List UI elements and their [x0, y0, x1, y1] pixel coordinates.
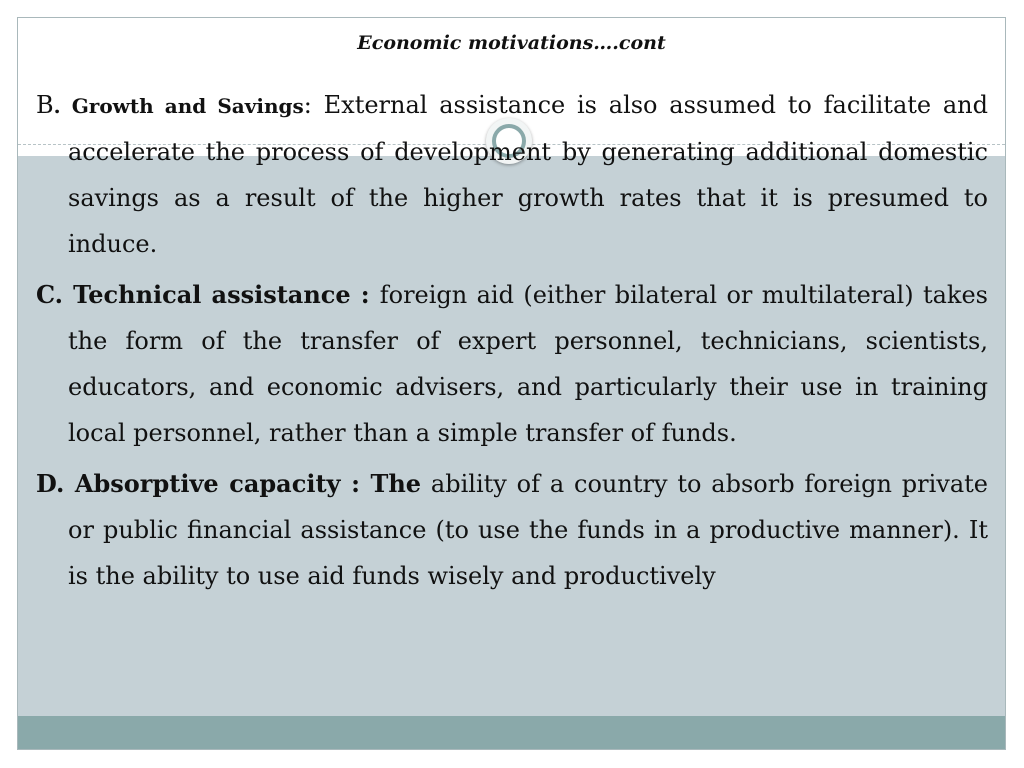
paragraph-text: ability of a country to absorb foreign private or public financial assistance (to use the funds in a productive manner). It is the ability to use aid funds wisely and productively [68, 470, 988, 590]
paragraph-separator: : [303, 91, 324, 119]
paragraph-heading: . Growth and Savings [53, 94, 304, 118]
paragraph-text: External assistance is also assumed to facilitate and accelerate the process of development by generating additional domestic savings as a result of the higher growth rates that it is presumed to induce. [68, 91, 989, 258]
paragraph-text: foreign aid (either bilateral or multilateral) takes the form of the transfer of expert personnel, technicians, scientists, educators, and economic advisers, and particularly their use in training local personnel, rather than a simple transfer of funds. [68, 281, 988, 447]
footer-band [18, 716, 1005, 750]
paragraph-growth-savings [36, 82, 988, 267]
slide-title: Economic motivations….cont [357, 32, 666, 54]
paragraph-heading: C. Technical assistance : [36, 280, 380, 309]
paragraph-heading: D. Absorptive capacity : The [36, 469, 422, 498]
paragraph-marker: B [36, 91, 54, 119]
paragraph-absorptive-capacity [36, 461, 988, 599]
slide-body [36, 82, 988, 604]
paragraph-technical-assistance [36, 272, 988, 456]
slide [17, 17, 1006, 750]
